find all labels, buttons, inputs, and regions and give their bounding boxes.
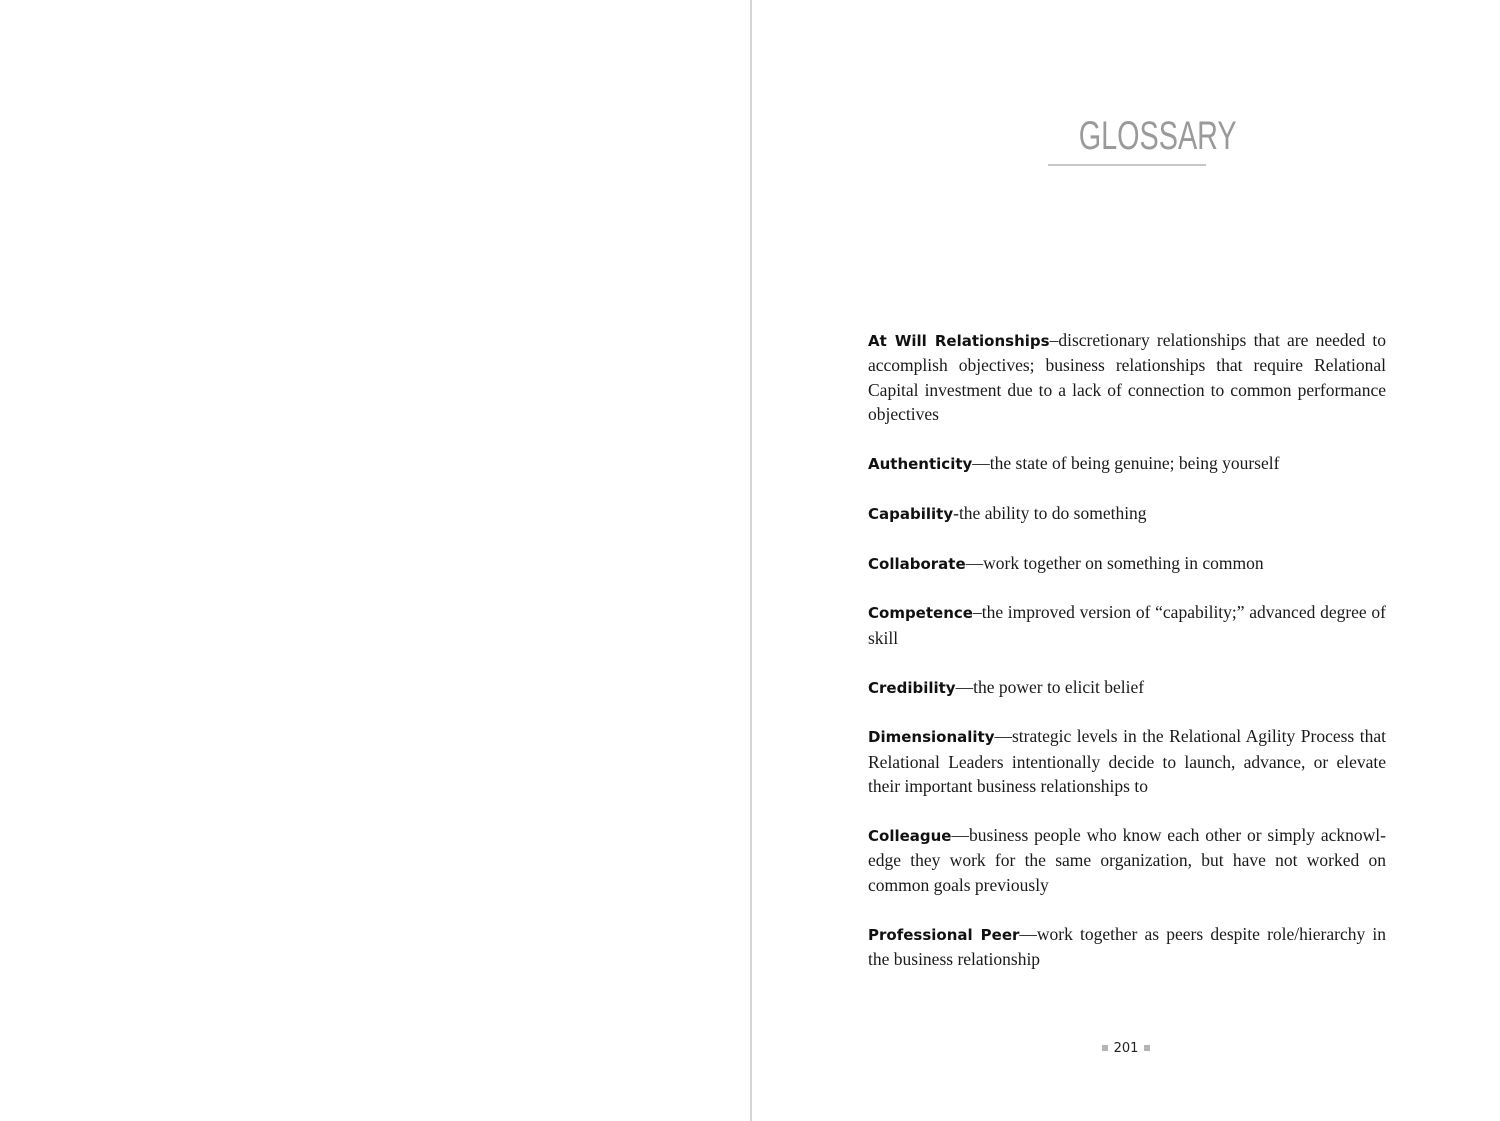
glossary-term: Dimensionality [868,728,995,747]
page-footer [752,1040,1500,1058]
glossary-definition: discretionary relationships that are needed to accomplish objectives; business relationships that require Relational Capital investment due to a lack of connection to common performance objectives [868,330,1386,425]
folio-square-icon [1144,1045,1150,1051]
glossary-entry [868,551,1386,576]
term-separator: – [1049,330,1059,350]
glossary-entry [868,451,1386,476]
glossary-term: Capability [868,504,954,523]
glossary-entry [868,600,1386,650]
glossary-definition: the state of being genuine; being yourself [989,453,1280,474]
glossary-definition: business people who know each other or simply acknowledge they work for the same organization, but have not worked on common goals previously [868,825,1386,895]
term-separator: — [994,726,1012,747]
term-separator: — [972,453,990,474]
term-separator: — [965,552,984,573]
glossary-term: Colleague [868,827,952,846]
glossary-entry [868,675,1386,700]
folio-square-icon [1102,1045,1108,1051]
glossary-term: Competence [868,604,973,623]
glossary-term: Credibility [868,678,956,697]
glossary-term: Collaborate [868,554,966,573]
glossary-entry [868,501,1386,526]
term-separator: – [972,602,982,623]
glossary-list [868,328,1386,996]
glossary-entry [868,328,1386,427]
glossary-term: At Will Relationships [868,332,1050,350]
term-separator: - [953,502,959,523]
chapter-heading [1048,110,1237,166]
glossary-definition: work together on something in common [983,552,1264,573]
glossary-definition: the improved version of “capability;” advanced degree of skill [868,602,1386,648]
page-title: GLOSSARY [1078,114,1237,158]
term-separator: — [955,676,974,697]
page-number: 201 [1113,1041,1139,1056]
glossary-entry [868,823,1386,897]
glossary-entry [868,922,1386,972]
term-separator: — [951,825,969,846]
glossary-term: Professional Peer [868,925,1020,944]
glossary-definition: the power to elicit belief [973,676,1145,697]
glossary-definition: strategic levels in the Relational Agility Process that Relational Leaders intentionally decide to launch, advance, or elevate their important business relationships to [868,726,1386,797]
glossary-definition: the ability to do something [958,502,1147,523]
glossary-term: Authenticity [868,455,973,474]
term-separator: — [1019,923,1037,944]
title-underline [1048,164,1206,166]
glossary-definition: work together as peers despite role/hierarchy in the business relationship [868,923,1386,970]
glossary-entry [868,724,1386,798]
right-page [752,0,1500,1121]
